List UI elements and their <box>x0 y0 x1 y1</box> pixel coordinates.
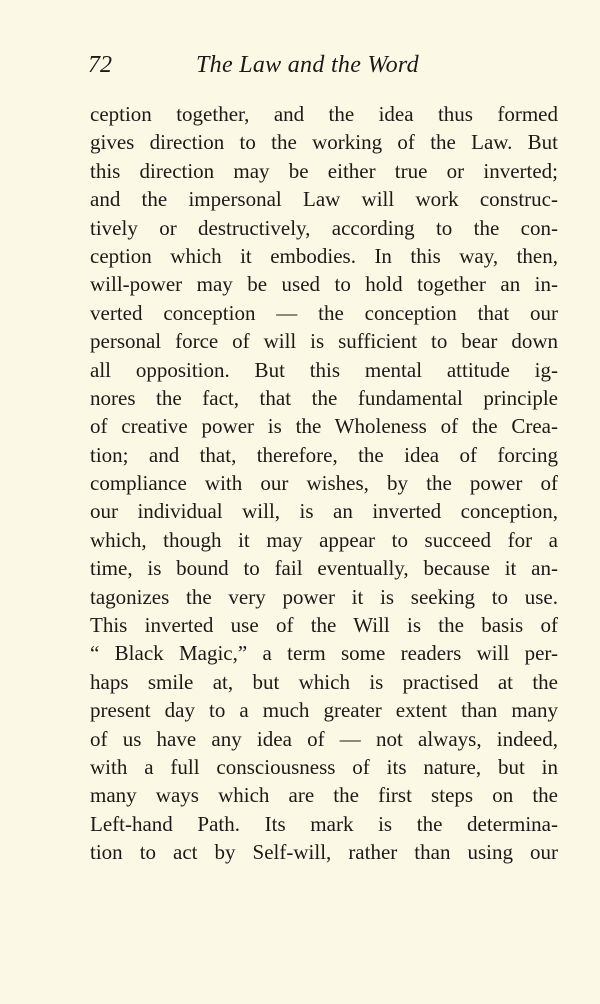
text-line: nores the fact, that the fundamental principle <box>90 385 558 410</box>
text-line: personal force of will is sufficient to bear down <box>90 329 558 354</box>
page-header <box>88 52 558 86</box>
text-line: with a full consciousness of its nature, but in <box>90 754 558 779</box>
text-line: tion to act by Self-will, rather than using our <box>90 840 558 865</box>
text-line: time, is bound to fail eventually, because it an- <box>90 556 558 581</box>
text-line: this direction may be either true or inverted; <box>90 158 558 183</box>
text-line: of creative power is the Wholeness of the Crea- <box>90 414 558 439</box>
text-line: haps smile at, but which is practised at the <box>90 669 558 694</box>
text-line: compliance with our wishes, by the power of <box>90 471 558 496</box>
text-line: Left-hand Path. Its mark is the determina- <box>90 811 558 836</box>
text-line: verted conception — the conception that our <box>90 300 558 325</box>
text-line: of us have any idea of — not always, indeed, <box>90 726 558 751</box>
page-number: 72 <box>88 52 112 78</box>
text-line: all opposition. But this mental attitude ig- <box>90 357 558 382</box>
text-line: many ways which are the first steps on the <box>90 783 558 808</box>
text-line: our individual will, is an inverted conception, <box>90 499 558 524</box>
text-line: ception which it embodies. In this way, then, <box>90 243 558 268</box>
text-line: This inverted use of the Will is the basis of <box>90 613 558 638</box>
text-line: present day to a much greater extent than many <box>90 698 558 723</box>
running-title: The Law and the Word <box>196 52 419 78</box>
text-line: which, though it may appear to succeed for a <box>90 527 558 552</box>
text-line: tagonizes the very power it is seeking to use. <box>90 584 558 609</box>
text-line: tively or destructively, according to the con- <box>90 215 558 240</box>
body-text <box>90 100 558 867</box>
text-line: tion; and that, therefore, the idea of forcing <box>90 442 558 467</box>
text-line: will-power may be used to hold together an in- <box>90 272 558 297</box>
text-line: and the impersonal Law will work construc- <box>90 187 558 212</box>
text-line: ception together, and the idea thus formed <box>90 102 558 126</box>
text-line: gives direction to the working of the Law. But <box>90 130 558 155</box>
text-line: “ Black Magic,” a term some readers will per- <box>90 641 558 666</box>
